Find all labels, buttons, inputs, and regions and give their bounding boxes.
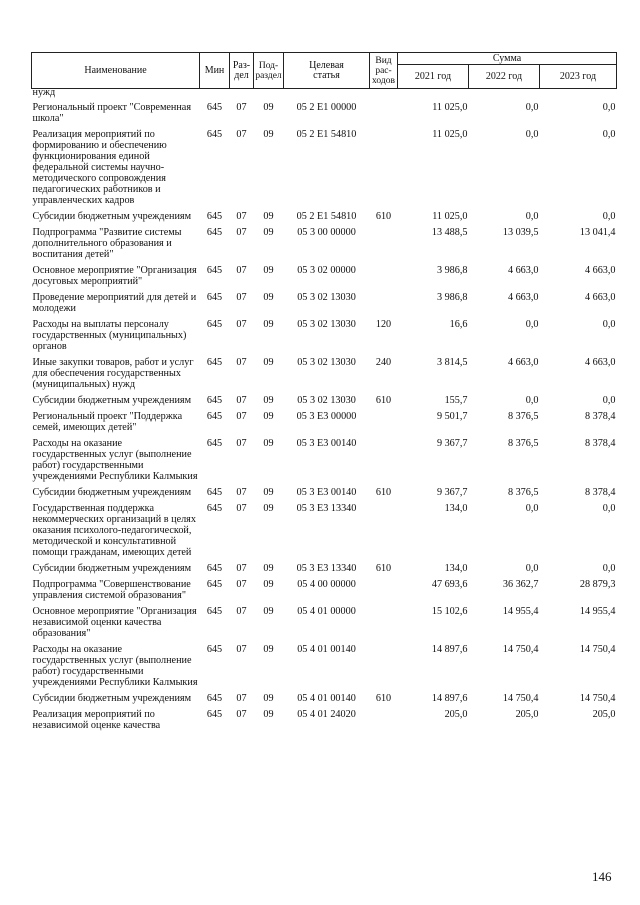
row-razdel: 07 (236, 563, 247, 574)
row-sum-2022: 0,0 (525, 129, 539, 140)
row-razdel: 07 (236, 644, 247, 655)
table-row (32, 222, 617, 260)
row-min: 645 (206, 292, 223, 303)
row-name: Субсидии бюджетным учреждениям (32, 693, 192, 704)
row-sum-2022: 14 750,4 (502, 693, 539, 704)
row-min: 645 (206, 438, 223, 449)
row-sum-2022: 8 376,5 (507, 411, 539, 422)
row-podrazdel: 09 (263, 438, 274, 449)
row-vid (370, 406, 398, 433)
row-sum-2023 (540, 89, 617, 98)
row-podrazdel: 09 (263, 411, 274, 422)
row-name: Субсидии бюджетным учреждениям (32, 211, 192, 222)
row-sum-2021: 13 488,5 (431, 227, 468, 238)
row-podrazdel: 09 (263, 579, 274, 590)
row-name: Подпрограмма "Совершенствование управления системой образования" (32, 579, 191, 601)
row-razdel: 07 (236, 606, 247, 617)
row-sum-2023: 4 663,0 (584, 292, 616, 303)
row-name: Субсидии бюджетным учреждениям (32, 487, 192, 498)
row-sum-2021: 9 367,7 (436, 487, 468, 498)
row-sum-2022: 8 376,5 (507, 438, 539, 449)
row-podrazdel: 09 (263, 606, 274, 617)
row-vid (370, 124, 398, 206)
row-podrazdel: 09 (263, 227, 274, 238)
row-podrazdel: 09 (263, 693, 274, 704)
row-min: 645 (206, 357, 223, 368)
table-row (32, 688, 617, 704)
row-sum-2021: 3 814,5 (436, 357, 468, 368)
table-row (32, 704, 617, 731)
table-row (32, 639, 617, 688)
row-sum-2021: 11 025,0 (432, 129, 468, 140)
row-target: 05 3 E3 13340 (296, 563, 357, 574)
row-sum-2022: 36 362,7 (502, 579, 539, 590)
row-target: 05 2 E1 54810 (296, 211, 357, 222)
table-body (32, 89, 617, 732)
row-target: 05 3 02 13030 (297, 395, 356, 406)
row-target: 05 2 E1 54810 (296, 129, 357, 140)
row-sum-2022: 4 663,0 (507, 265, 539, 276)
row-target: 05 4 00 00000 (297, 579, 356, 590)
row-sum-2023: 8 378,4 (584, 487, 616, 498)
row-name: Расходы на выплаты персоналу государственных (муниципальных) органов (32, 319, 187, 352)
row-min (200, 89, 230, 98)
row-podrazdel: 09 (263, 102, 274, 113)
row-min: 645 (206, 709, 223, 720)
table-row (32, 390, 617, 406)
row-sum-2021: 14 897,6 (431, 644, 468, 655)
row-name: Проведение мероприятий для детей и молодежи (32, 292, 197, 314)
row-razdel (230, 89, 254, 98)
row-sum-2022: 4 663,0 (507, 357, 539, 368)
table-header (32, 53, 617, 89)
row-target: 05 3 02 00000 (297, 265, 356, 276)
row-min: 645 (206, 563, 223, 574)
row-sum-2023: 8 378,4 (584, 411, 616, 422)
row-min: 645 (206, 319, 223, 330)
row-razdel: 07 (236, 438, 247, 449)
row-vid (370, 287, 398, 314)
budget-page (31, 52, 616, 731)
row-razdel: 07 (236, 395, 247, 406)
row-name: Региональный проект "Современная школа" (32, 102, 192, 124)
table-row (32, 124, 617, 206)
row-razdel: 07 (236, 265, 247, 276)
table-row (32, 260, 617, 287)
row-min: 645 (206, 211, 223, 222)
row-target: 05 3 E3 13340 (296, 503, 357, 514)
row-min: 645 (206, 129, 223, 140)
row-sum-2023: 205,0 (592, 709, 616, 720)
row-sum-2023: 14 750,4 (579, 644, 616, 655)
row-target: 05 3 02 13030 (297, 357, 356, 368)
header-name: Наименование (32, 53, 200, 89)
table-row (32, 287, 617, 314)
row-vid: 610 (375, 395, 392, 406)
header-2023: 2023 год (540, 65, 617, 89)
row-sum-2023: 28 879,3 (579, 579, 616, 590)
row-sum-2022: 0,0 (525, 211, 539, 222)
row-sum-2022: 0,0 (525, 563, 539, 574)
row-sum-2023: 0,0 (602, 102, 616, 113)
row-target: 05 4 01 00140 (297, 644, 356, 655)
table-row (32, 498, 617, 558)
row-target: 05 2 E1 00000 (296, 102, 357, 113)
header-razdel: Раз- дел (230, 53, 254, 89)
table-row (32, 406, 617, 433)
budget-table (31, 52, 617, 731)
row-target: 05 3 00 00000 (297, 227, 356, 238)
row-min: 645 (206, 693, 223, 704)
row-vid: 120 (375, 319, 392, 330)
row-razdel: 07 (236, 102, 247, 113)
row-sum-2023: 0,0 (602, 563, 616, 574)
row-sum-2022: 8 376,5 (507, 487, 539, 498)
row-sum-2021: 3 986,8 (436, 292, 468, 303)
table-row (32, 314, 617, 352)
row-vid (370, 260, 398, 287)
row-sum-2022: 4 663,0 (507, 292, 539, 303)
row-sum-2021: 205,0 (444, 709, 468, 720)
row-razdel: 07 (236, 693, 247, 704)
row-sum-2023: 0,0 (602, 395, 616, 406)
row-name: Реализация мероприятий по формированию и обеспечению функционирования единой федеральной системы научно-методического сопровождения педагогических работников и управленческих кадров (32, 129, 167, 206)
row-name: Основное мероприятие "Организация досуговых мероприятий" (32, 265, 197, 287)
row-vid (370, 639, 398, 688)
row-target: 05 4 01 00140 (297, 693, 356, 704)
row-min: 645 (206, 644, 223, 655)
row-razdel: 07 (236, 709, 247, 720)
row-min: 645 (206, 579, 223, 590)
row-vid: 610 (375, 211, 392, 222)
row-sum-2023: 14 955,4 (579, 606, 616, 617)
row-podrazdel: 09 (263, 357, 274, 368)
row-name: Региональный проект "Поддержка семей, имеющих детей" (32, 411, 183, 433)
row-podrazdel: 09 (263, 709, 274, 720)
row-razdel: 07 (236, 129, 247, 140)
header-vid: Вид рас- ходов (370, 53, 398, 89)
row-vid: 610 (375, 563, 392, 574)
row-vid (370, 97, 398, 124)
row-podrazdel: 09 (263, 644, 274, 655)
row-target: 05 3 E3 00140 (296, 438, 357, 449)
row-sum-2022: 0,0 (525, 319, 539, 330)
row-sum-2022: 0,0 (525, 503, 539, 514)
row-sum-2021: 14 897,6 (431, 693, 468, 704)
row-razdel: 07 (236, 487, 247, 498)
row-name: Государственная поддержка некоммерческих организаций в целях оказания психолого-педагогической, методической и консультативной помощи гражданам, имеющих детей (32, 503, 196, 558)
row-podrazdel: 09 (263, 503, 274, 514)
table-row (32, 206, 617, 222)
row-vid (370, 222, 398, 260)
row-min: 645 (206, 265, 223, 276)
row-sum-2022: 13 039,5 (502, 227, 539, 238)
row-sum-2021 (398, 89, 469, 98)
row-name: нужд (32, 87, 56, 98)
row-razdel: 07 (236, 227, 247, 238)
row-sum-2023: 13 041,4 (579, 227, 616, 238)
row-min: 645 (206, 102, 223, 113)
row-target: 05 3 E3 00000 (296, 411, 357, 422)
row-podrazdel: 09 (263, 265, 274, 276)
row-name: Субсидии бюджетным учреждениям (32, 563, 192, 574)
table-row (32, 97, 617, 124)
header-2022: 2022 год (469, 65, 540, 89)
row-vid (370, 433, 398, 482)
row-podrazdel: 09 (263, 319, 274, 330)
row-sum-2022: 205,0 (515, 709, 539, 720)
row-sum-2021: 47 693,6 (431, 579, 468, 590)
row-sum-2021: 11 025,0 (432, 102, 468, 113)
table-row (32, 574, 617, 601)
row-vid (370, 601, 398, 639)
row-name: Реализация мероприятий по независимой оценке качества (32, 709, 161, 731)
row-sum-2022: 0,0 (525, 102, 539, 113)
row-podrazdel: 09 (263, 563, 274, 574)
row-razdel: 07 (236, 292, 247, 303)
row-razdel: 07 (236, 503, 247, 514)
row-target: 05 4 01 00000 (297, 606, 356, 617)
table-row (32, 89, 617, 98)
table-row (32, 601, 617, 639)
header-sum: Сумма (398, 53, 617, 65)
row-podrazdel: 09 (263, 395, 274, 406)
row-sum-2022: 14 955,4 (502, 606, 539, 617)
row-vid (370, 574, 398, 601)
row-target: 05 3 02 13030 (297, 319, 356, 330)
row-vid: 610 (375, 487, 392, 498)
row-razdel: 07 (236, 579, 247, 590)
row-target: 05 4 01 24020 (297, 709, 356, 720)
row-vid (370, 498, 398, 558)
row-min: 645 (206, 227, 223, 238)
row-sum-2023: 0,0 (602, 129, 616, 140)
row-sum-2021: 155,7 (444, 395, 468, 406)
header-min: Мин (200, 53, 230, 89)
row-name: Основное мероприятие "Организация независимой оценки качества образования" (32, 606, 197, 639)
row-sum-2021: 134,0 (444, 563, 468, 574)
table-row (32, 558, 617, 574)
row-sum-2023: 8 378,4 (584, 438, 616, 449)
row-podrazdel (254, 89, 284, 98)
table-row (32, 433, 617, 482)
row-sum-2023: 0,0 (602, 211, 616, 222)
row-razdel: 07 (236, 319, 247, 330)
row-sum-2023: 4 663,0 (584, 357, 616, 368)
row-min: 645 (206, 606, 223, 617)
row-vid (370, 89, 398, 98)
row-name: Подпрограмма "Развитие системы дополнительного образования и воспитания детей" (32, 227, 182, 260)
row-podrazdel: 09 (263, 129, 274, 140)
table-row (32, 352, 617, 390)
row-sum-2021: 134,0 (444, 503, 468, 514)
row-min: 645 (206, 411, 223, 422)
page-number: 146 (592, 869, 612, 884)
row-razdel: 07 (236, 211, 247, 222)
row-sum-2023: 14 750,4 (579, 693, 616, 704)
row-sum-2023: 0,0 (602, 319, 616, 330)
row-sum-2021: 3 986,8 (436, 265, 468, 276)
row-razdel: 07 (236, 411, 247, 422)
row-name: Расходы на оказание государственных услуг (выполнение работ) государственными учреждениями Республики Калмыкия (32, 644, 198, 688)
row-vid: 610 (375, 693, 392, 704)
row-sum-2021: 16,6 (449, 319, 468, 330)
header-target: Целевая статья (284, 53, 370, 89)
row-sum-2021: 9 367,7 (436, 438, 468, 449)
row-podrazdel: 09 (263, 487, 274, 498)
row-vid (370, 704, 398, 731)
row-target (284, 89, 370, 98)
row-sum-2022 (469, 89, 540, 98)
row-sum-2022: 14 750,4 (502, 644, 539, 655)
row-sum-2021: 11 025,0 (432, 211, 468, 222)
row-razdel: 07 (236, 357, 247, 368)
row-min: 645 (206, 487, 223, 498)
row-min: 645 (206, 395, 223, 406)
row-min: 645 (206, 503, 223, 514)
header-2021: 2021 год (398, 65, 469, 89)
row-sum-2023: 4 663,0 (584, 265, 616, 276)
row-sum-2021: 9 501,7 (436, 411, 468, 422)
table-row (32, 482, 617, 498)
row-target: 05 3 02 13030 (297, 292, 356, 303)
row-name: Расходы на оказание государственных услуг (выполнение работ) государственными учреждениями Республики Калмыкия (32, 438, 198, 482)
row-vid: 240 (375, 357, 392, 368)
row-sum-2023: 0,0 (602, 503, 616, 514)
row-podrazdel: 09 (263, 211, 274, 222)
row-podrazdel: 09 (263, 292, 274, 303)
header-podrazdel: Под- раздел (254, 53, 284, 89)
row-sum-2021: 15 102,6 (431, 606, 468, 617)
row-target: 05 3 E3 00140 (296, 487, 357, 498)
row-sum-2022: 0,0 (525, 395, 539, 406)
row-name: Субсидии бюджетным учреждениям (32, 395, 192, 406)
row-name: Иные закупки товаров, работ и услуг для обеспечения государственных (муниципальных) нужд (32, 357, 194, 390)
